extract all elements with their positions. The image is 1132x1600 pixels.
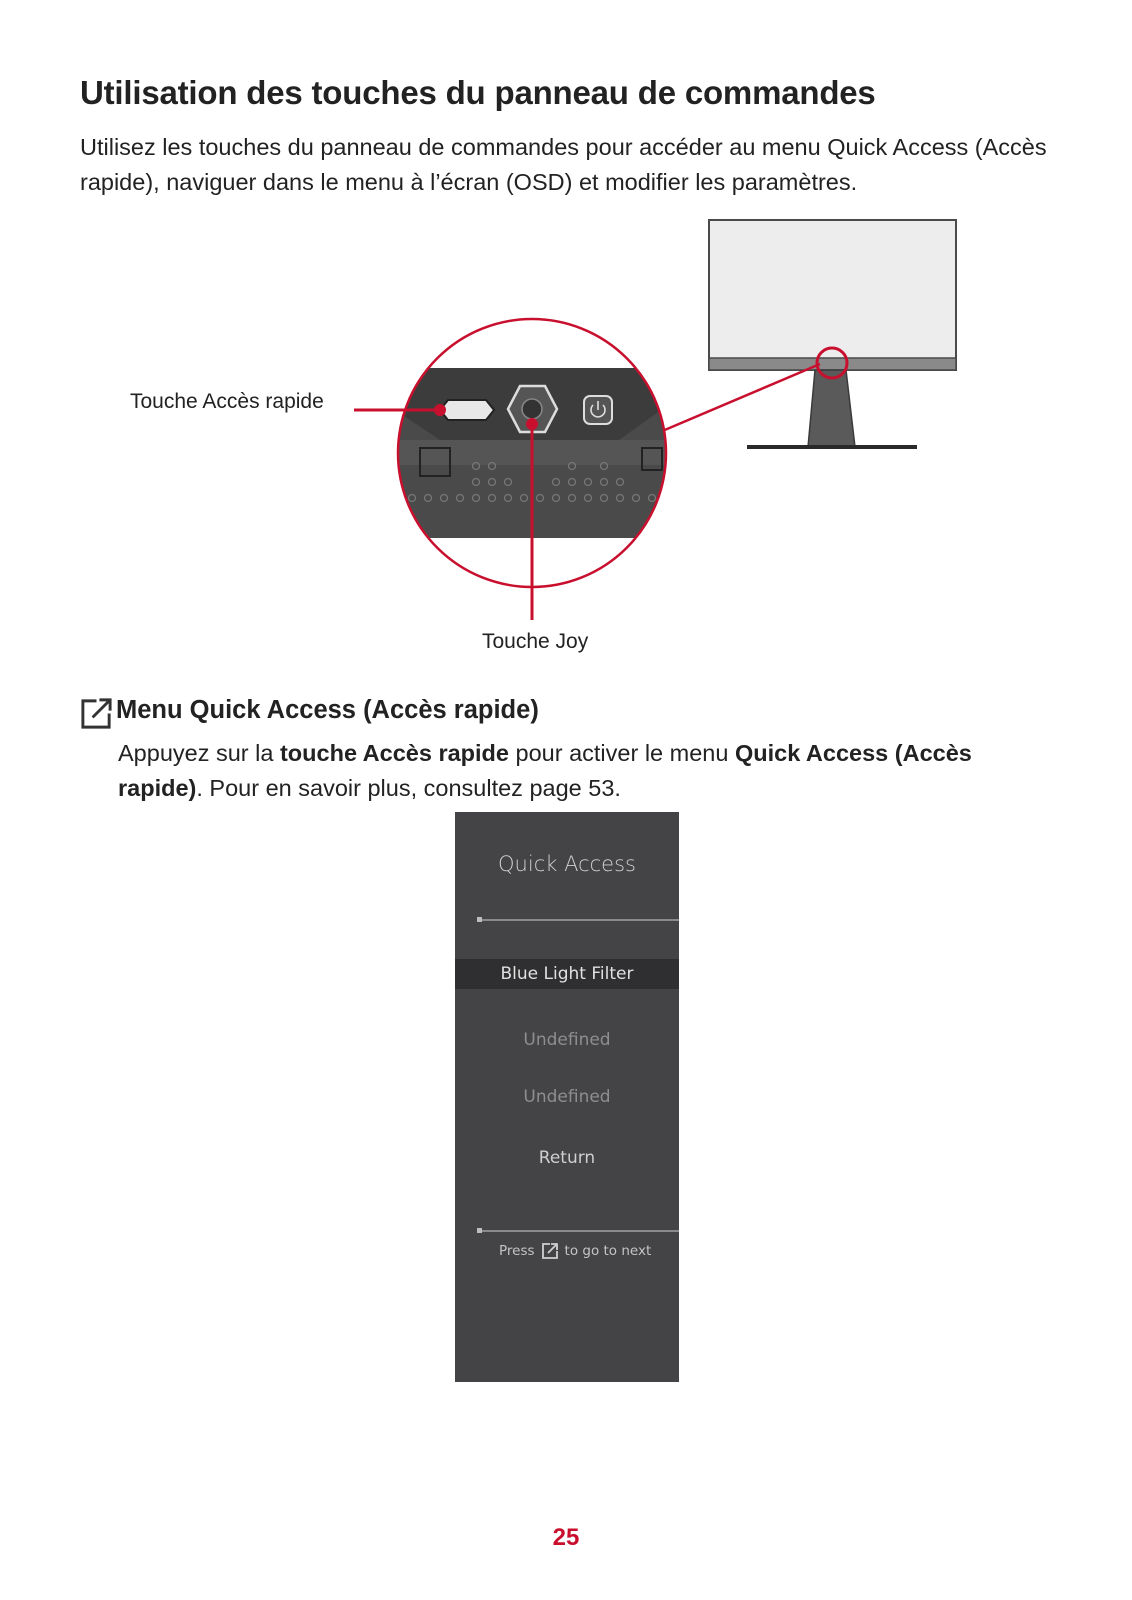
- monitor-icon: [709, 220, 956, 449]
- power-key-icon: [584, 396, 612, 424]
- osd-item-return[interactable]: Return: [538, 1148, 596, 1168]
- external-link-icon: [79, 696, 114, 731]
- quick-access-key-label: Touche Accès rapide: [130, 390, 324, 413]
- osd-item-undefined-2[interactable]: Undefined: [523, 1087, 611, 1107]
- page-number: 25: [552, 1524, 580, 1551]
- section-heading: [79, 694, 539, 731]
- osd-title: Quick Access: [498, 852, 636, 876]
- section-paragraph: Appuyez sur la touche Accès rapide pour activer le menu Quick Access (Accès rapide). Pour en savoir plus, consultez page 53.: [118, 740, 972, 801]
- osd-item-blue-light-filter[interactable]: Blue Light Filter: [455, 959, 679, 989]
- quick-access-osd: [455, 812, 679, 1382]
- external-link-icon: [541, 1242, 559, 1260]
- osd-divider: [479, 1230, 679, 1232]
- quick-access-key-icon: [440, 400, 494, 420]
- osd-item-undefined-1[interactable]: Undefined: [523, 1030, 611, 1050]
- zoomed-panel: [380, 300, 690, 618]
- osd-hint: [499, 1242, 651, 1260]
- page-title: Utilisation des touches du panneau de commandes: [80, 74, 876, 111]
- zoom-connector-line: [660, 364, 820, 432]
- joy-key-icon: [508, 386, 557, 432]
- osd-hint-prefix: Press: [499, 1243, 535, 1259]
- joy-key-label: Touche Joy: [482, 630, 589, 653]
- osd-hint-suffix: to go to next: [564, 1243, 652, 1259]
- section-title: Menu Quick Access (Accès rapide): [116, 696, 539, 724]
- intro-paragraph: Utilisez les touches du panneau de commandes pour accéder au menu Quick Access (Accès rapide), naviguer dans le menu à l’écran (OSD) et modifier les paramètres.: [80, 134, 1047, 195]
- osd-divider: [479, 919, 679, 921]
